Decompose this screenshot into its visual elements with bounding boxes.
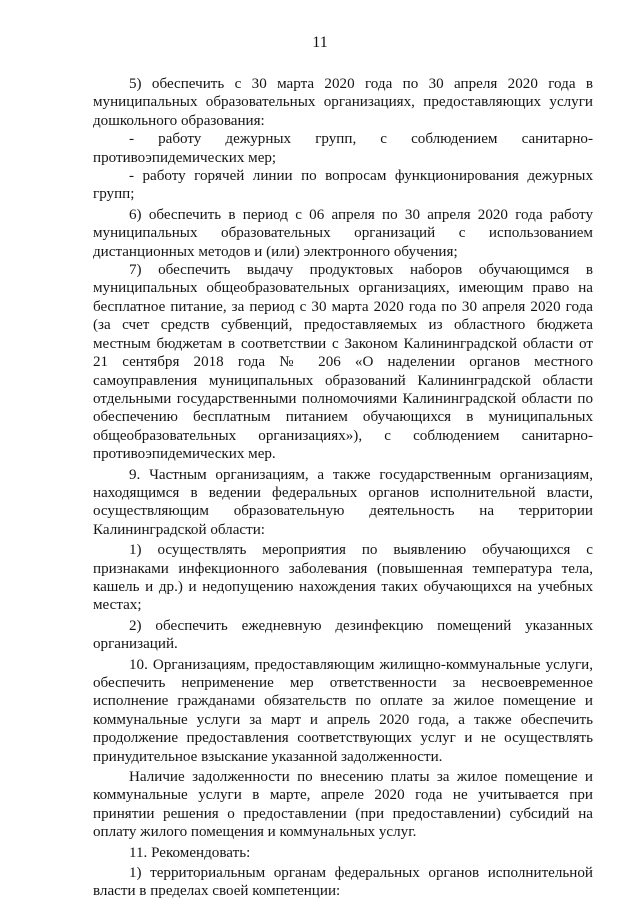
page-number: 11 <box>312 34 328 51</box>
document-body <box>93 75 593 901</box>
paragraph-section-9-item-1: 1) осуществлять мероприятия по выявлению обучающихся с признаками инфекционного заболевания (повышенная температура тела, кашель и др.) и недопущению нахождения таких обучающихся на учебных местах; <box>93 542 593 614</box>
paragraph-duty-groups: - работу дежурных групп, с соблюдением санитарно-противоэпидемических мер; <box>93 131 593 166</box>
paragraph-section-9: 9. Частным организациям, а также государственным организациям, находящимся в ведении федеральных органов исполнительной власти, осуществляющим образовательную деятельность на территории Калининградской области: <box>93 466 593 538</box>
paragraph-section-11-item-1: 1) территориальным органам федеральных органов исполнительной власти в пределах своей компетенции: <box>93 865 593 900</box>
paragraph-debt-note: Наличие задолженности по внесению платы за жилое помещение и коммунальные услуги в марте, апреле 2020 года не учитывается при принятии решения о предоставлении (при предоставлении) субсидий на оплату жилого помещения и коммунальных услуг. <box>93 769 593 841</box>
paragraph-hotline: - работу горячей линии по вопросам функционирования дежурных групп; <box>93 168 593 203</box>
paragraph-item-6: 6) обеспечить в период с 06 апреля по 30 апреля 2020 года работу муниципальных образовательных организаций с использованием дистанционных методов и (или) электронного обучения; <box>93 206 593 260</box>
paragraph-item-7: 7) обеспечить выдачу продуктовых наборов обучающимся в муниципальных общеобразовательных организациях, имеющим право на бесплатное питание, за период с 30 марта 2020 года по 30 апреля 2020 года (за счет средств субвенций, предоставляемых из областного бюджета местным бюджетам в соответствии с Законом Калининградской области от 21 сентября 2018 года № 206 «О наделении органов местного самоуправления муниципальных образований Калининградской области отдельными государственными полномочиями Калининградской области по обеспечению бесплатным питанием обучающихся в муниципальных общеобразовательных организациях»), с соблюдением санитарно-противоэпидемических мер. <box>93 262 593 463</box>
paragraph-section-10: 10. Организациям, предоставляющим жилищно-коммунальные услуги, обеспечить неприменение мер ответственности за несвоевременное исполнение гражданами обязательств по оплате за жилое помещение и коммунальные услуги за март и апрель 2020 года, а также обеспечить продолжение предоставления соответствующих услуг и не осуществлять принудительное взыскание указанной задолженности. <box>93 656 593 765</box>
paragraph-section-11: 11. Рекомендовать: <box>129 844 251 861</box>
paragraph-section-9-item-2: 2) обеспечить ежедневную дезинфекцию помещений указанных организаций. <box>93 617 593 653</box>
paragraph-item-5: 5) обеспечить с 30 марта 2020 года по 30 апреля 2020 года в муниципальных образовательных организациях, предоставляющих услуги дошкольного образования: <box>93 76 593 129</box>
